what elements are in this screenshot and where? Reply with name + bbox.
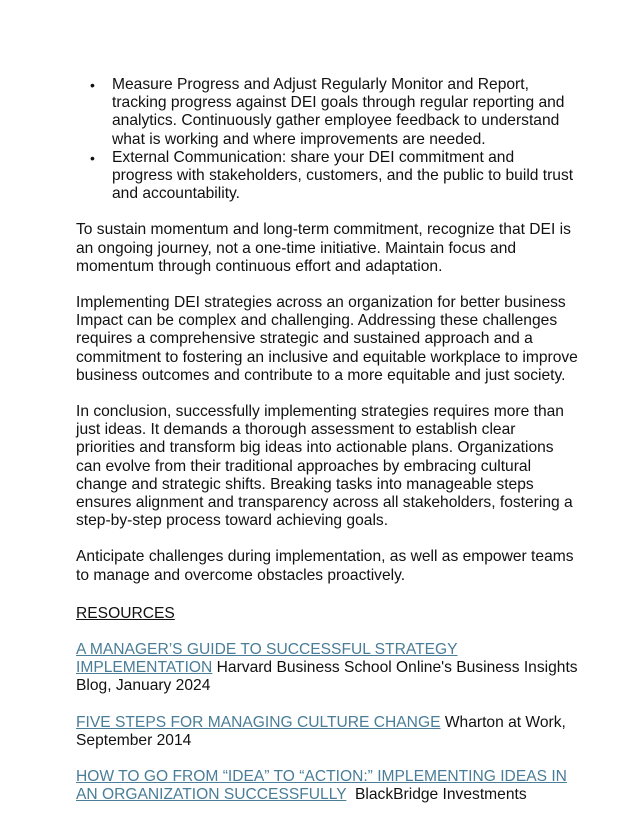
resource-item <box>76 714 578 750</box>
resource-link[interactable]: FIVE STEPS FOR MANAGING CULTURE CHANGE <box>76 713 441 731</box>
resources-list <box>76 641 578 804</box>
resource-item <box>76 768 578 804</box>
resource-source: Harvard Business School Online's Business Insights Blog, January 2024 <box>76 659 578 695</box>
bullet-dot-icon: • <box>90 149 95 166</box>
paragraph-implementing: Implementing DEI strategies across an organization for better business Impact can be complex and challenging. Addressing these challenges requires a comprehensive strategic and sustained approach and a commitment to fostering an inclusive and equitable workplace to improve business outcomes and contribute to a more equitable and just society. <box>76 294 578 384</box>
paragraph-conclusion: In conclusion, successfully implementing strategies requires more than just ideas. It demands a thorough assessment to establish clear priorities and transform big ideas into actionable plans. Organizations can evolve from their traditional approaches by embracing cultural change and strategic shifts. Breaking tasks into manageable steps ensures alignment and transparency across all stakeholders, fostering a step-by-step process toward achieving goals. <box>76 403 573 530</box>
paragraph-momentum: To sustain momentum and long-term commitment, recognize that DEI is an ongoing journey, not a one-time initiative. Maintain focus and momentum through continuous effort and adaptation. <box>76 221 571 275</box>
paragraph-anticipate: Anticipate challenges during implementation, as well as empower teams to manage and overcome obstacles proactively. <box>76 548 574 584</box>
bullet-list <box>76 76 578 203</box>
resource-item <box>76 641 578 696</box>
bullet-dot-icon: • <box>90 77 95 93</box>
resource-source: BlackBridge Investments <box>346 786 527 804</box>
bullet-item: • Measure Progress and Adjust Regularly Monitor and Report, tracking progress against DEI goals through regular reporting and analytics. Continuously gather employee feedback to understand what is working and where improvements are needed. <box>90 76 565 148</box>
resource-source: Wharton at Work, September 2014 <box>76 713 566 749</box>
bullet-item: • External Communication: share your DEI commitment and progress with stakeholders, customers, and the public to build trust and accountability. <box>90 148 574 203</box>
resource-link[interactable]: A MANAGER’S GUIDE TO SUCCESSFUL STRATEGY IMPLEMENTATION <box>76 641 458 677</box>
resources-heading: RESOURCES <box>76 604 175 622</box>
resource-link[interactable]: HOW TO GO FROM “IDEA” TO “ACTION:” IMPLEMENTING IDEAS IN AN ORGANIZATION SUCCESSFULLY <box>76 768 567 804</box>
